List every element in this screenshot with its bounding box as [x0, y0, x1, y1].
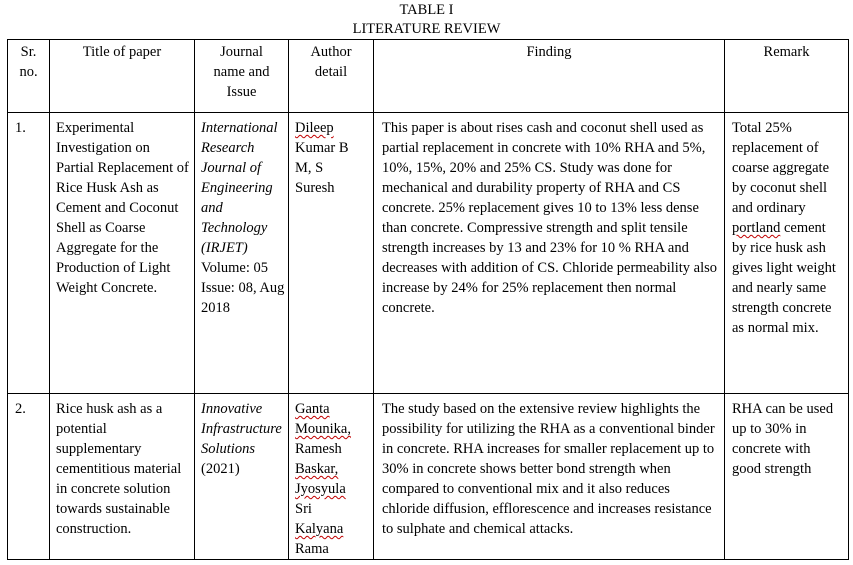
- header-finding: Finding: [374, 40, 725, 113]
- journal-name: Innovative Infrastructure Solutions: [201, 401, 282, 457]
- row-author: [289, 113, 374, 394]
- row-finding: The study based on the extensive review highlights the possibility for utilizing the RHA as a conventional binder in concrete. RHA increases for smaller replacement up to 30% in concrete shows better bond strength when compared to conventional mix and it also reduces chloride diffusion, efflorescence and increases resistance to sulphate and chemical attacks.: [374, 394, 725, 560]
- author-name: Kumar B M, S Suresh: [295, 140, 349, 196]
- remark-text: cement by rice husk ash gives light weight and nearly same strength concrete as normal mix.: [732, 220, 836, 336]
- remark-text: Total 25% replacement of coarse aggregate by coconut shell and ordinary: [732, 120, 830, 216]
- author-name: Dileep: [295, 120, 334, 136]
- author-name: Rama: [295, 541, 329, 557]
- header-title: Title of paper: [50, 40, 195, 113]
- table-caption-title: LITERATURE REVIEW: [352, 21, 501, 37]
- header-author: Author detail: [289, 40, 374, 113]
- author-name: Baskar,: [295, 461, 339, 477]
- row-journal: [195, 113, 289, 394]
- row-sr-no: 2.: [8, 394, 50, 560]
- literature-review-table: [7, 39, 849, 560]
- row-sr-no: 1.: [8, 113, 50, 394]
- remark-text: portland: [732, 220, 781, 236]
- header-journal: Journal name and Issue: [195, 40, 289, 113]
- journal-name: International Research Journal of Engineering and Technology (IRJET): [201, 120, 278, 256]
- author-name: Ganta Mounika,: [295, 401, 351, 437]
- row-title: Rice husk ash as a potential supplementary cementitious material in concrete solution towards sustainable construction.: [50, 394, 195, 560]
- row-author: [289, 394, 374, 560]
- author-name: Sri: [295, 501, 312, 517]
- row-remark: [725, 113, 849, 394]
- row-finding: This paper is about rises cash and coconut shell used as partial replacement in concrete with 10% RHA and 5%, 10%, 15%, 20% and 25% CS. Study was done for mechanical and durability property of RHA and CS concrete. 25% replacement gives 10 to 13% less dense than concrete. Compressive strength and split tensile strength increases by 13 and 23% for 10 % RHA and decreases with addition of CS. Chloride permeability also increase by 24% for 25% replacement then normal concrete.: [374, 113, 725, 394]
- journal-issue: Volume: 05 Issue: 08, Aug 2018: [201, 260, 285, 316]
- table-header-row: [8, 40, 849, 113]
- row-remark: RHA can be used up to 30% in concrete with good strength: [725, 394, 849, 560]
- table-row: [8, 394, 849, 560]
- table-row: [8, 113, 849, 394]
- table-caption-number: TABLE I: [399, 2, 454, 18]
- header-remark: Remark: [725, 40, 849, 113]
- row-title: Experimental Investigation on Partial Replacement of Rice Husk Ash as Cement and Coconut Shell as Coarse Aggregate for the Production of Light Weight Concrete.: [50, 113, 195, 394]
- author-name: Jyosyula: [295, 481, 346, 497]
- author-name: Ramesh: [295, 441, 342, 457]
- row-journal: [195, 394, 289, 560]
- author-name: Kalyana: [295, 521, 344, 537]
- header-sr-no: Sr. no.: [8, 40, 50, 113]
- journal-issue: (2021): [201, 461, 240, 477]
